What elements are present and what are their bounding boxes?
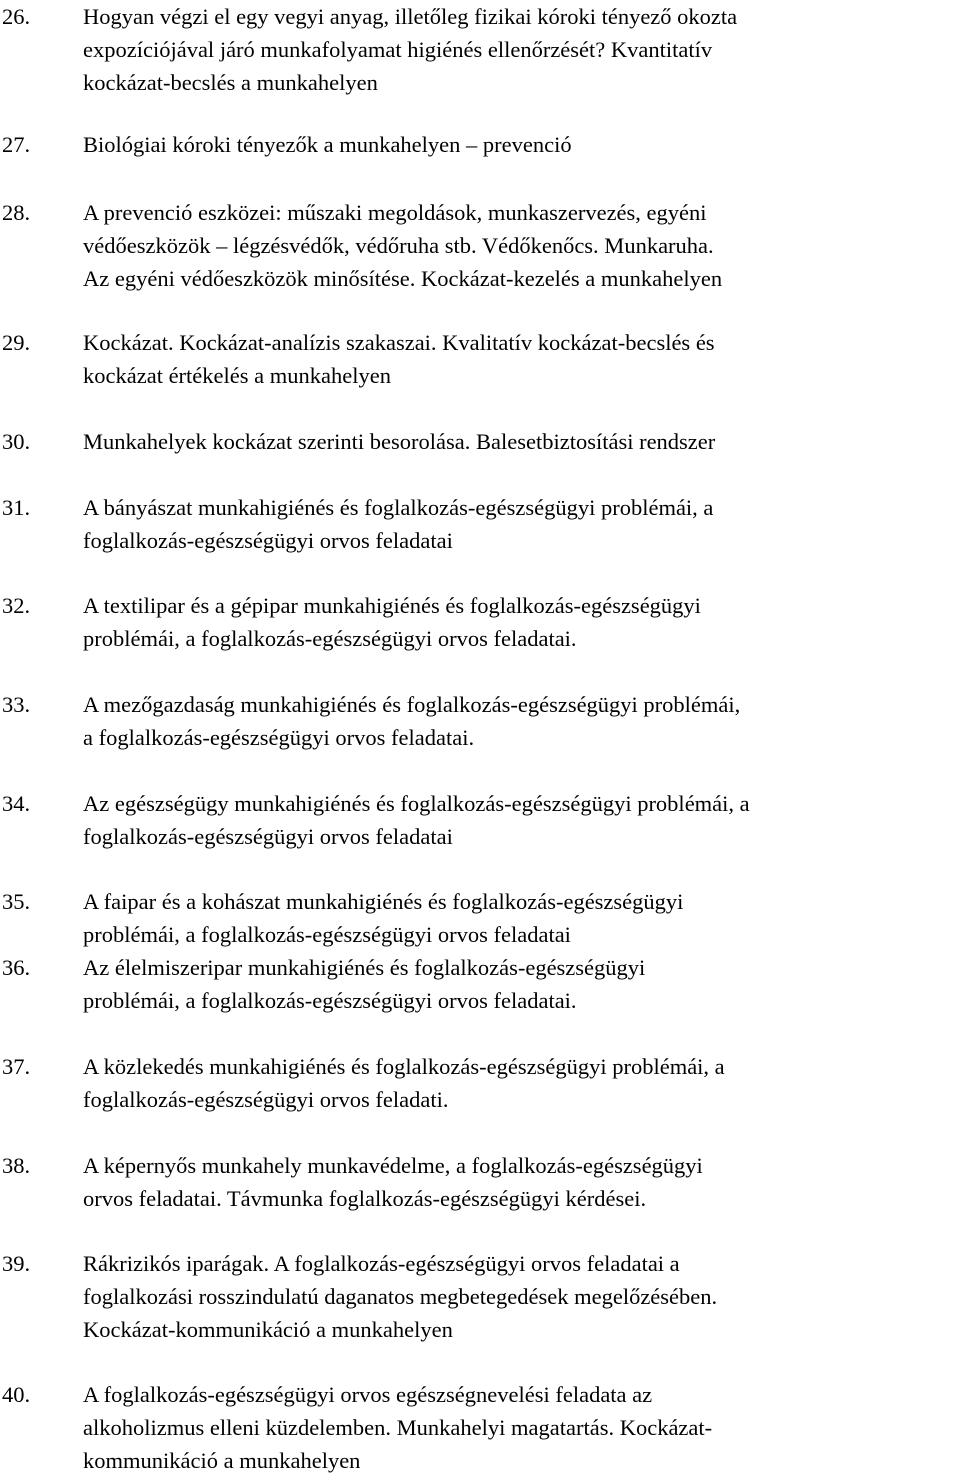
- item-line: expozíciójával járó munkafolyamat higiénés ellenőrzését? Kvantitatív: [83, 37, 713, 62]
- item-line: A prevenció eszközei: műszaki megoldások, munkaszervezés, egyéni: [83, 200, 707, 225]
- item-text: [83, 688, 960, 754]
- item-text: [83, 0, 960, 99]
- item-text: [83, 128, 960, 161]
- list-item: [0, 1149, 960, 1215]
- item-line: A faipar és a kohászat munkahigiénés és foglalkozás-egészségügyi: [83, 889, 684, 914]
- item-line: alkoholizmus elleni küzdelemben. Munkahelyi magatartás. Kockázat-: [83, 1415, 713, 1440]
- item-number: 29.: [2, 330, 31, 355]
- item-line: A textilipar és a gépipar munkahigiénés és foglalkozás-egészségügyi: [83, 593, 701, 618]
- item-line: kockázat értékelés a munkahelyen: [83, 363, 391, 388]
- item-line: Kockázat-kommunikáció a munkahelyen: [83, 1317, 453, 1342]
- item-text: [83, 589, 960, 655]
- item-text: [83, 951, 960, 1017]
- item-number: 40.: [2, 1382, 31, 1407]
- item-text: [83, 491, 960, 557]
- item-number: 32.: [2, 593, 31, 618]
- item-line: Az egyéni védőeszközök minősítése. Kockázat-kezelés a munkahelyen: [83, 266, 723, 291]
- item-line: A közlekedés munkahigiénés és foglalkozás-egészségügyi problémái, a: [83, 1054, 725, 1079]
- item-line: foglalkozási rosszindulatú daganatos megbetegedések megelőzésében.: [83, 1284, 718, 1309]
- list-item: [0, 425, 960, 458]
- item-number: 35.: [2, 889, 31, 914]
- item-number: 31.: [2, 495, 31, 520]
- item-line: a foglalkozás-egészségügyi orvos feladatai.: [83, 725, 475, 750]
- item-text: [83, 1378, 960, 1477]
- item-line: problémái, a foglalkozás-egészségügyi orvos feladatai: [83, 922, 571, 947]
- item-line: Biológiai kóroki tényezők a munkahelyen – prevenció: [83, 132, 572, 157]
- item-line: Hogyan végzi el egy vegyi anyag, illetőleg fizikai kóroki tényező okozta: [83, 4, 738, 29]
- item-number: 27.: [2, 132, 31, 157]
- item-line: Munkahelyek kockázat szerinti besorolása. Balesetbiztosítási rendszer: [83, 429, 716, 454]
- item-number: 34.: [2, 791, 31, 816]
- list-item: [0, 196, 960, 295]
- item-line: kockázat-becslés a munkahelyen: [83, 70, 378, 95]
- list-item: [0, 1050, 960, 1116]
- item-text: [83, 1050, 960, 1116]
- item-text: [83, 425, 960, 458]
- item-line: Rákrizikós iparágak. A foglalkozás-egészségügyi orvos feladatai a: [83, 1251, 680, 1276]
- list-item: [0, 688, 960, 754]
- item-number: 33.: [2, 692, 31, 717]
- item-line: foglalkozás-egészségügyi orvos feladatai: [83, 528, 453, 553]
- item-text: [83, 885, 960, 951]
- item-number: 28.: [2, 200, 31, 225]
- item-line: Az egészségügy munkahigiénés és foglalkozás-egészségügyi problémái, a: [83, 791, 750, 816]
- item-text: [83, 1149, 960, 1215]
- list-item: [0, 885, 960, 951]
- list-item: [0, 1247, 960, 1346]
- item-text: [83, 1247, 960, 1346]
- item-line: A képernyős munkahely munkavédelme, a foglalkozás-egészségügyi: [83, 1153, 703, 1178]
- item-line: Kockázat. Kockázat-analízis szakaszai. Kvalitatív kockázat-becslés és: [83, 330, 715, 355]
- item-number: 30.: [2, 429, 31, 454]
- item-line: problémái, a foglalkozás-egészségügyi orvos feladatai.: [83, 626, 577, 651]
- item-number: 36.: [2, 955, 31, 980]
- list-item: [0, 951, 960, 1017]
- item-line: orvos feladatai. Távmunka foglalkozás-egészségügyi kérdései.: [83, 1186, 647, 1211]
- list-item: [0, 1378, 960, 1477]
- list-item: [0, 491, 960, 557]
- item-line: A foglalkozás-egészségügyi orvos egészségnevelési feladata az: [83, 1382, 653, 1407]
- item-text: [83, 196, 960, 295]
- item-line: problémái, a foglalkozás-egészségügyi orvos feladatai.: [83, 988, 577, 1013]
- item-line: foglalkozás-egészségügyi orvos feladatai: [83, 824, 453, 849]
- list-item: [0, 326, 960, 392]
- item-line: Az élelmiszeripar munkahigiénés és foglalkozás-egészségügyi: [83, 955, 646, 980]
- item-number: 26.: [2, 4, 31, 29]
- item-number: 39.: [2, 1251, 31, 1276]
- item-number: 37.: [2, 1054, 31, 1079]
- list-item: [0, 787, 960, 853]
- item-text: [83, 787, 960, 853]
- item-line: A bányászat munkahigiénés és foglalkozás-egészségügyi problémái, a: [83, 495, 714, 520]
- item-line: foglalkozás-egészségügyi orvos feladati.: [83, 1087, 449, 1112]
- list-item: [0, 589, 960, 655]
- item-number: 38.: [2, 1153, 31, 1178]
- item-line: védőeszközök – légzésvédők, védőruha stb. Védőkenőcs. Munkaruha.: [83, 233, 714, 258]
- list-item: [0, 0, 960, 99]
- item-line: A mezőgazdaság munkahigiénés és foglalkozás-egészségügyi problémái,: [83, 692, 741, 717]
- item-line: kommunikáció a munkahelyen: [83, 1448, 361, 1473]
- list-item: [0, 128, 960, 161]
- item-text: [83, 326, 960, 392]
